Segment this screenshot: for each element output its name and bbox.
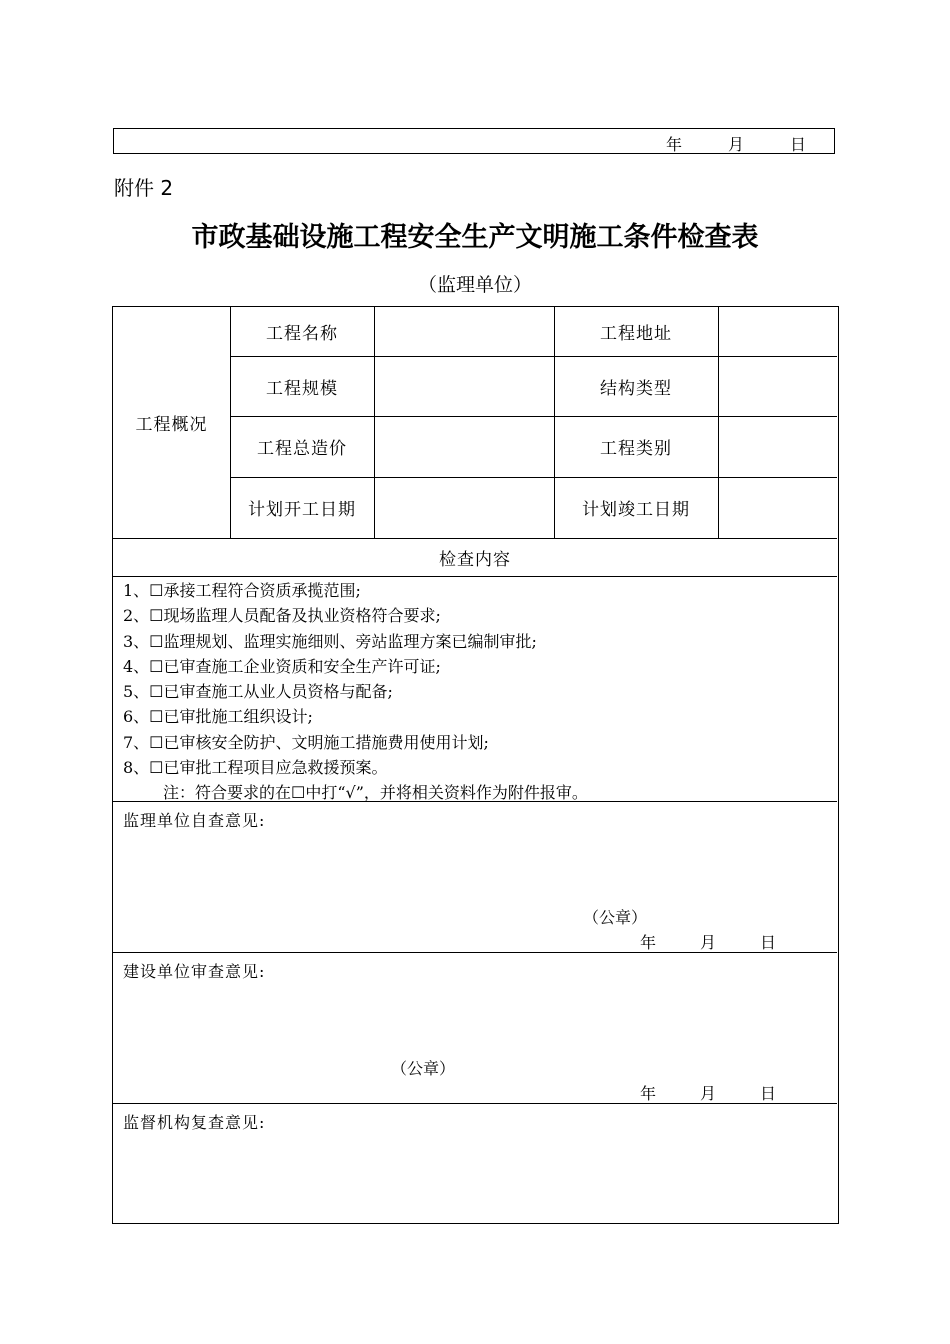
total-cost-label: 工程总造价 [257,439,347,459]
attachment-label: 附件 2 [114,176,174,200]
grid-line [113,576,837,577]
top-date-month: 月 [727,135,744,154]
overview-section-label: 工程概况 [135,415,208,435]
supervision-date-month: 月 [700,933,717,952]
structure-type-value[interactable] [718,356,837,416]
project-name-value[interactable] [374,307,554,356]
project-category-label: 工程类别 [600,439,672,459]
top-date-bar [113,128,835,154]
inspection-note: 注：符合要求的在☐中打“√”，并将相关资料作为附件报审。 [163,783,588,803]
project-address-value[interactable] [718,307,837,356]
top-date-day: 日 [789,135,806,154]
inspection-item-7[interactable]: 7、☐已审核安全防护、文明施工措施费用使用计划; [123,732,489,752]
supervision-date-year: 年 [640,933,657,952]
inspection-item-8[interactable]: 8、☐已审批工程项目应急救援预案。 [123,758,388,778]
top-date [666,132,806,155]
inspection-item-3[interactable]: 3、☐监理规划、监理实施细则、旁站监理方案已编制审批; [123,631,537,651]
inspection-item-5[interactable]: 5、☐已审查施工从业人员资格与配备; [123,682,393,702]
supervision-seal: （公章） [583,908,648,927]
inspection-item-6[interactable]: 6、☐已审批施工组织设计; [123,707,313,727]
planned-finish-value[interactable] [718,477,837,538]
page-title: 市政基础设施工程安全生产文明施工条件检查表 [191,222,759,253]
agency-opinion-label: 监督机构复查意见: [123,1113,266,1132]
structure-type-label: 结构类型 [600,378,672,399]
inspection-item-1[interactable]: 1、☐承接工程符合资质承揽范围; [123,581,361,600]
page-subtitle: （监理单位） [417,274,532,296]
project-scale-label: 工程规模 [266,378,338,399]
planned-finish-label: 计划竣工日期 [582,500,690,520]
inspection-item-2[interactable]: 2、☐现场监理人员配备及执业资格符合要求; [123,606,441,626]
project-scale-value[interactable] [374,356,554,416]
construction-opinion-label: 建设单位审查意见: [123,962,266,981]
construction-date-month: 月 [700,1084,717,1103]
supervision-opinion-label: 监理单位自查意见: [123,811,266,830]
supervision-date [640,930,776,953]
project-address-label: 工程地址 [600,324,672,344]
top-date-year: 年 [665,135,682,154]
planned-start-label: 计划开工日期 [248,500,356,520]
inspection-form-table [112,306,839,1224]
project-category-value[interactable] [718,416,837,477]
construction-date-year: 年 [640,1084,657,1103]
total-cost-value[interactable] [374,416,554,477]
construction-seal: （公章） [391,1059,456,1078]
construction-date [640,1081,776,1104]
inspection-item-4[interactable]: 4、☐已审查施工企业资质和安全生产许可证; [123,656,441,676]
inspection-items [123,578,588,806]
planned-start-value[interactable] [374,477,554,538]
construction-date-day: 日 [760,1084,777,1103]
project-name-label: 工程名称 [266,324,338,344]
inspection-header: 检查内容 [439,549,511,570]
supervision-date-day: 日 [760,933,777,952]
